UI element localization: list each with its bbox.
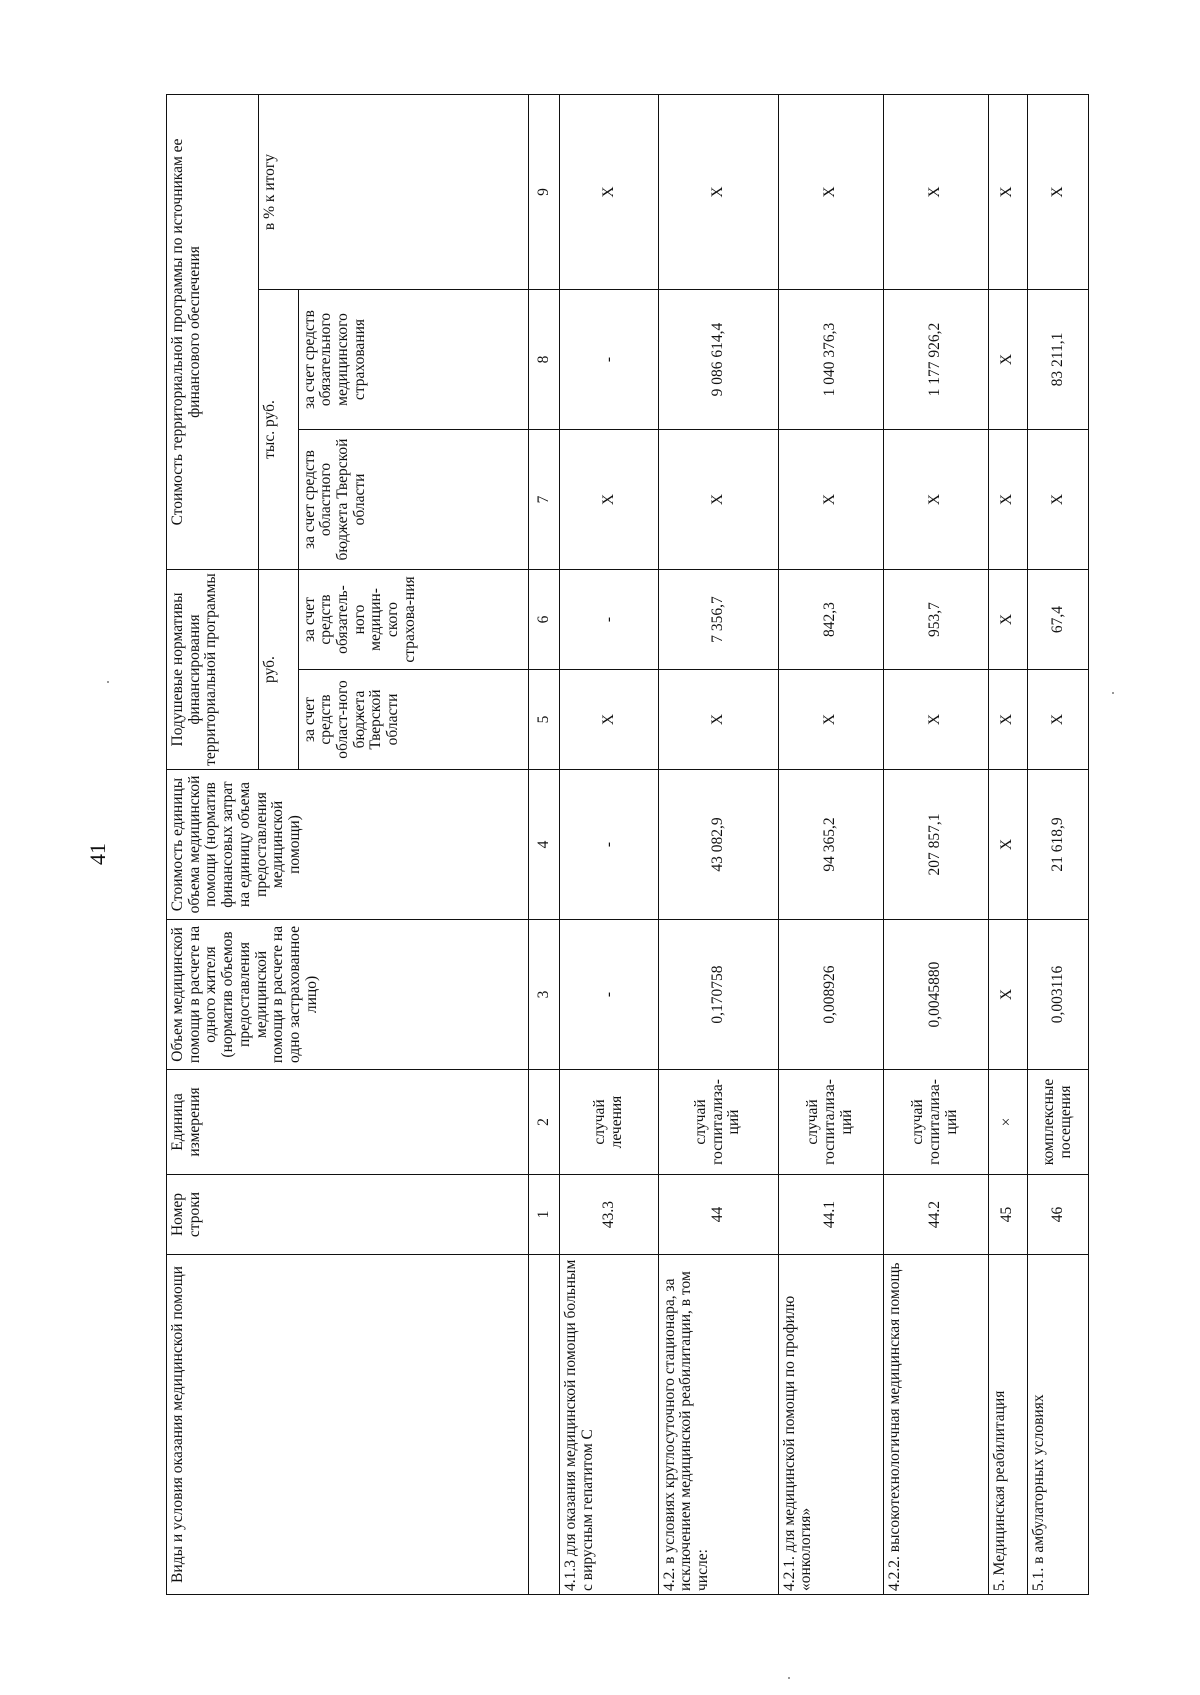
row-cost-budget: X xyxy=(883,430,988,570)
header-cost-group: Стоимость территориальной программы по источникам ее финансового обеспечения xyxy=(167,95,259,570)
table-row xyxy=(778,95,883,1595)
header-volume: Объем медицинской помощи в расчете на одного жителя (норматив объемов предоставления медицинской помощи в расчете на одно застрахованное лицо) xyxy=(167,920,529,1070)
column-number: 6 xyxy=(529,570,560,670)
row-pc-budget: X xyxy=(883,670,988,770)
row-cost-oms: X xyxy=(988,290,1027,430)
row-line-number: 46 xyxy=(1027,1175,1088,1255)
row-line-number: 44.1 xyxy=(778,1175,883,1255)
row-label: 4.1.3 для оказания медицинской помощи больным с вирусным гепатитом С xyxy=(560,1255,658,1595)
header-percent: в % к итогу xyxy=(259,95,529,290)
header-per-capita-group: Подушевые нормативы финансирования территориальной программы xyxy=(167,570,259,770)
header-cost-oms: за счет средств обязательного медицинского страхования xyxy=(298,290,529,430)
row-pc-oms: 67,4 xyxy=(1027,570,1088,670)
row-label: 5.1. в амбулаторных условиях xyxy=(1027,1255,1088,1595)
header-thous-rub: тыс. руб. xyxy=(259,290,298,570)
column-number: 5 xyxy=(529,670,560,770)
row-pc-budget: X xyxy=(778,670,883,770)
row-label: 5. Медицинская реабилитация xyxy=(988,1255,1027,1595)
row-percent: X xyxy=(658,95,778,290)
row-percent: X xyxy=(883,95,988,290)
row-cost-budget: X xyxy=(658,430,778,570)
row-pc-oms: 7 356,7 xyxy=(658,570,778,670)
column-number: 8 xyxy=(529,290,560,430)
row-volume: 0,0045880 xyxy=(883,920,988,1070)
row-pc-oms: X xyxy=(988,570,1027,670)
row-unit-cost: - xyxy=(560,770,658,920)
row-volume: 0,008926 xyxy=(778,920,883,1070)
row-unit-cost: 207 857,1 xyxy=(883,770,988,920)
row-line-number: 43.3 xyxy=(560,1175,658,1255)
row-cost-oms: 83 211,1 xyxy=(1027,290,1088,430)
row-cost-budget: X xyxy=(1027,430,1088,570)
row-unit: случай госпитализа-ций xyxy=(778,1070,883,1175)
row-label: 4.2.1. для медицинской помощи по профилю «онкология» xyxy=(778,1255,883,1595)
header-rub: руб. xyxy=(259,570,298,770)
row-cost-budget: X xyxy=(560,430,658,570)
table-row xyxy=(988,95,1027,1595)
financing-table xyxy=(166,94,1089,1595)
column-number: 1 xyxy=(529,1175,560,1255)
row-unit: случай лечения xyxy=(560,1070,658,1175)
row-unit: × xyxy=(988,1070,1027,1175)
scan-speck xyxy=(107,681,109,683)
row-pc-oms: 842,3 xyxy=(778,570,883,670)
header-row xyxy=(167,95,259,1595)
row-percent: X xyxy=(778,95,883,290)
row-pc-oms: - xyxy=(560,570,658,670)
column-number: 2 xyxy=(529,1070,560,1175)
row-cost-oms: 1 040 376,3 xyxy=(778,290,883,430)
row-pc-budget: X xyxy=(560,670,658,770)
row-cost-budget: X xyxy=(988,430,1027,570)
row-unit-cost: 94 365,2 xyxy=(778,770,883,920)
column-numbers-row xyxy=(529,95,560,1595)
column-number: 4 xyxy=(529,770,560,920)
row-pc-budget: X xyxy=(1027,670,1088,770)
row-unit: случай госпитализа-ций xyxy=(658,1070,778,1175)
header-kinds: Виды и условия оказания медицинской помощи xyxy=(167,1255,529,1595)
row-unit-cost: 43 082,9 xyxy=(658,770,778,920)
row-pc-budget: X xyxy=(988,670,1027,770)
table-row xyxy=(560,95,658,1595)
row-unit-cost: X xyxy=(988,770,1027,920)
header-pc-budget: за счет средств област-ного бюджета Тверской области xyxy=(298,670,529,770)
row-line-number: 45 xyxy=(988,1175,1027,1255)
column-number: 7 xyxy=(529,430,560,570)
row-label: 4.2. в условиях круглосуточного стационара, за исключением медицинской реабилитации, в том числе: xyxy=(658,1255,778,1595)
table-row xyxy=(658,95,778,1595)
header-unit-cost: Стоимость единицы объема медицинской помощи (норматив финансовых затрат на единицу объема предоставления медицинской помощи) xyxy=(167,770,529,920)
row-unit: комплексные посещения xyxy=(1027,1070,1088,1175)
column-number: 9 xyxy=(529,95,560,290)
row-pc-oms: 953,7 xyxy=(883,570,988,670)
header-unit: Единица измерения xyxy=(167,1070,529,1175)
row-volume: X xyxy=(988,920,1027,1070)
page-number: 41 xyxy=(85,843,110,865)
row-line-number: 44 xyxy=(658,1175,778,1255)
header-cost-budget: за счет средств областного бюджета Тверской области xyxy=(298,430,529,570)
column-number: 3 xyxy=(529,920,560,1070)
row-cost-budget: X xyxy=(778,430,883,570)
row-pc-budget: X xyxy=(658,670,778,770)
column-number-empty xyxy=(529,1255,560,1595)
table-row xyxy=(1027,95,1088,1595)
row-volume: - xyxy=(560,920,658,1070)
row-unit-cost: 21 618,9 xyxy=(1027,770,1088,920)
row-cost-oms: - xyxy=(560,290,658,430)
rotated-table-container xyxy=(166,95,1089,1595)
row-percent: X xyxy=(988,95,1027,290)
row-cost-oms: 1 177 926,2 xyxy=(883,290,988,430)
table-row xyxy=(883,95,988,1595)
row-volume: 0,170758 xyxy=(658,920,778,1070)
header-line-number: Номер строки xyxy=(167,1175,529,1255)
row-label: 4.2.2. высокотехнологичная медицинская помощь xyxy=(883,1255,988,1595)
row-volume: 0,003116 xyxy=(1027,920,1088,1070)
row-unit: случай госпитализа-ций xyxy=(883,1070,988,1175)
row-percent: X xyxy=(1027,95,1088,290)
row-cost-oms: 9 086 614,4 xyxy=(658,290,778,430)
row-line-number: 44.2 xyxy=(883,1175,988,1255)
scan-speck xyxy=(1112,692,1114,694)
row-percent: X xyxy=(560,95,658,290)
header-pc-oms: за счет средств обязатель-ного медицин-ского страхова-ния xyxy=(298,570,529,670)
scan-speck xyxy=(788,1677,790,1679)
